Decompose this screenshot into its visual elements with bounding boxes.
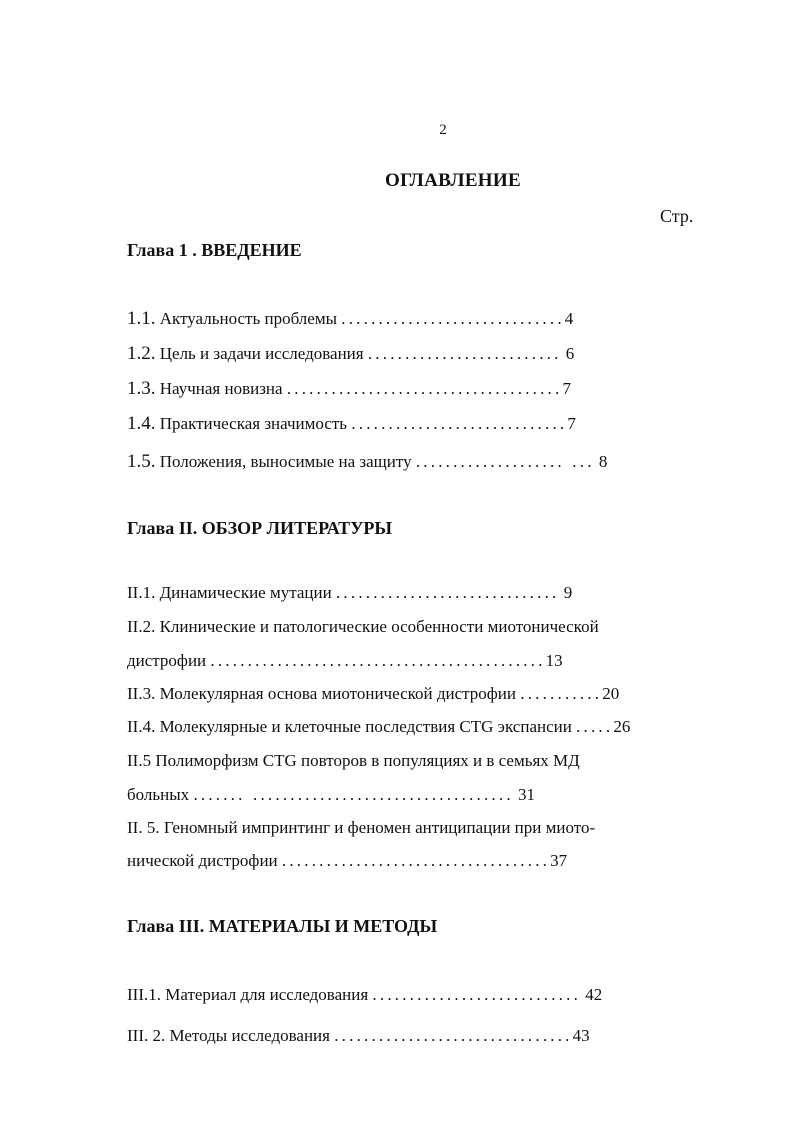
entry-number: 1.1. xyxy=(127,308,156,329)
entry-number: 1.2. xyxy=(127,343,156,364)
entry-text: II.4. Молекулярные и клеточные последствия CTG экспансии xyxy=(127,717,577,736)
entry-page: 4 xyxy=(564,309,574,328)
entry-text: II.5 Полиморфизм CTG повторов в популяциях и в семьях МД xyxy=(127,751,580,770)
toc-title: ОГЛАВЛЕНИЕ xyxy=(385,170,521,191)
leader-dots: ............................. xyxy=(351,414,568,433)
page-number: 2 xyxy=(439,122,447,138)
toc-entry xyxy=(127,451,607,473)
entry-page: 6 xyxy=(561,344,575,363)
entry-page: 8 xyxy=(594,452,608,471)
entry-page: 9 xyxy=(559,583,573,602)
entry-page: 26 xyxy=(613,717,631,736)
toc-entry xyxy=(127,583,572,603)
entry-page: 37 xyxy=(550,851,568,870)
toc-entry xyxy=(127,413,576,435)
entry-text: нической дистрофии xyxy=(127,851,282,870)
entry-text: II. 5. Геномный импринтинг и феномен антиципации при миото- xyxy=(127,818,596,837)
entry-page: 13 xyxy=(545,651,563,670)
leader-dots: ................................ xyxy=(334,1026,573,1045)
leader-dots: .......................... xyxy=(367,344,562,363)
entry-page: 31 xyxy=(513,785,536,804)
leader-dots: .............................. xyxy=(341,309,565,328)
entry-text: больных xyxy=(127,785,194,804)
toc-entry xyxy=(127,651,563,671)
toc-entry xyxy=(127,1026,590,1046)
entry-text: Цель и задачи исследования xyxy=(155,344,368,363)
leader-dots: ..................................... xyxy=(286,379,563,398)
leader-dots: .............................. xyxy=(335,583,560,602)
page-column-label: Стр. xyxy=(660,206,694,226)
entry-text: Положения, выносимые на защиту xyxy=(155,452,416,471)
entry-page: 7 xyxy=(567,414,576,433)
entry-text: Научная новизна xyxy=(155,379,287,398)
leader-dots: ............................................. xyxy=(210,651,546,670)
toc-entry xyxy=(127,378,571,400)
entry-text: III.1. Материал для исследования xyxy=(127,985,373,1004)
entry-text: дистрофии xyxy=(127,651,211,670)
leader-dots: .................................... xyxy=(281,851,551,870)
toc-entry xyxy=(127,785,535,805)
entry-text: Актуальность проблемы xyxy=(155,309,342,328)
chapter-3-heading: Глава III. МАТЕРИАЛЫ И МЕТОДЫ xyxy=(127,916,438,936)
chapter-1-heading: Глава 1 . ВВЕДЕНИЕ xyxy=(127,240,302,260)
leader-dots: ............................ xyxy=(372,985,582,1004)
leader-dots: ....... ................................... xyxy=(193,785,514,804)
entry-text: III. 2. Методы исследования xyxy=(127,1026,335,1045)
toc-entry xyxy=(127,851,567,871)
chapter-2-heading: Глава II. ОБЗОР ЛИТЕРАТУРЫ xyxy=(127,518,393,538)
entry-page: 43 xyxy=(572,1026,590,1045)
toc-entry xyxy=(127,617,599,637)
entry-page: 20 xyxy=(602,684,620,703)
entry-page: 42 xyxy=(581,985,603,1004)
leader-dots: ..... xyxy=(576,717,614,736)
toc-entry xyxy=(127,818,595,838)
entry-number: 1.5. xyxy=(127,451,156,472)
toc-entry xyxy=(127,684,619,704)
toc-entry xyxy=(127,985,602,1005)
entry-number: 1.4. xyxy=(127,413,156,434)
entry-text: II.1. Динамические мутации xyxy=(127,583,336,602)
entry-page: 7 xyxy=(562,379,571,398)
entry-text: Практическая значимость xyxy=(155,414,352,433)
toc-entry xyxy=(127,343,574,365)
toc-entry xyxy=(127,308,573,330)
entry-text: II.2. Клинические и патологические особенности миотонической xyxy=(127,617,599,636)
entry-number: 1.3. xyxy=(127,378,156,399)
leader-dots: .................... ... xyxy=(415,452,595,471)
leader-dots: ........... xyxy=(520,684,603,703)
entry-text: II.3. Молекулярная основа миотонической дистрофии xyxy=(127,684,521,703)
toc-entry xyxy=(127,717,630,737)
toc-entry xyxy=(127,751,580,771)
